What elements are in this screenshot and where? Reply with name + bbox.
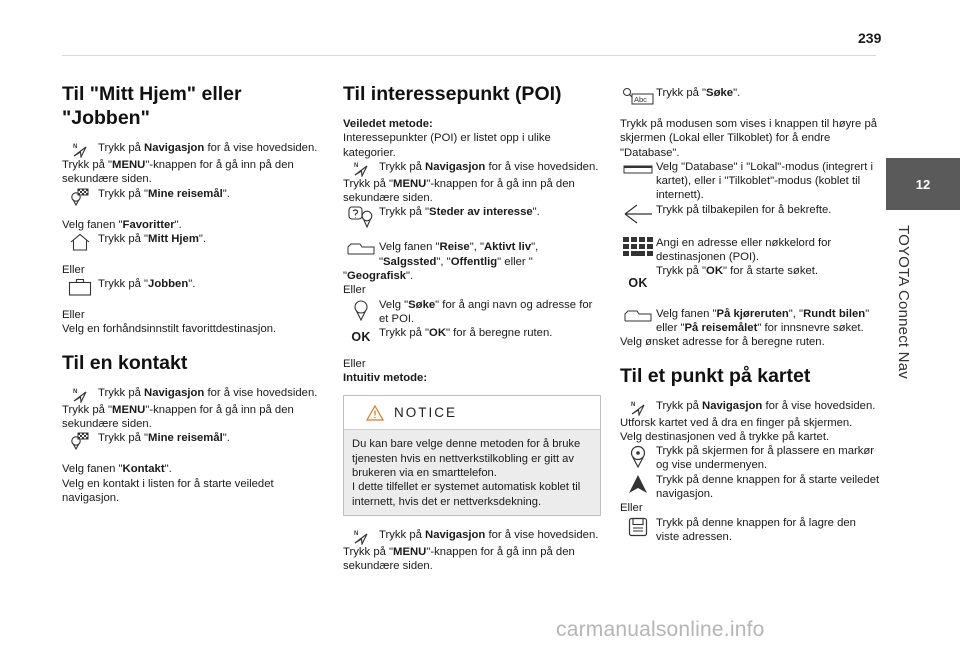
text: Trykk på "Mine reisemål".	[98, 187, 230, 200]
step-destinations	[62, 431, 324, 450]
text: Velg en forhåndsinnstilt favorittdestinasjon.	[62, 323, 277, 336]
text: Velg "Database" i "Lokal"-modus (integrert i kartet), eller i "Tilkoblet"-modus (koblet til internett).	[656, 160, 873, 202]
method-label: Veiledet metode:	[343, 118, 433, 130]
text: Trykk på modusen som vises i knappen til høyre på skjermen (Lokal eller Tilkoblet) for å endre "Database".	[620, 118, 878, 159]
text: Trykk på "MENU"-knappen for å gå inn på den sekundære siden.	[62, 403, 294, 431]
step-tabs	[620, 307, 882, 336]
step-poi	[343, 205, 601, 228]
text: Trykk på tilbakepilen for å bekrefte.	[656, 203, 832, 216]
step-database	[620, 146, 882, 203]
svg-text:N: N	[354, 162, 359, 169]
step-work	[62, 277, 324, 296]
step-search	[620, 86, 882, 105]
notice-body	[344, 430, 600, 515]
text: Trykk på "OK" for å starte søket.	[656, 265, 819, 278]
navigation-arrow-icon	[73, 142, 87, 158]
step-marker	[620, 444, 882, 473]
text: Velg fanen "Favoritter".	[62, 218, 182, 231]
text: Trykk på "Mitt Hjem".	[98, 232, 207, 245]
navigation-arrow-icon	[354, 161, 368, 177]
text: Trykk på "MENU"-knappen for å gå inn på den sekundære siden.	[343, 546, 575, 573]
svg-text:N: N	[354, 531, 359, 538]
step-ok	[620, 264, 882, 290]
text: Utforsk kartet ved å dra en finger på skjermen.	[620, 416, 853, 429]
text: Trykk på Navigasjon for å vise hovedsiden.	[98, 142, 318, 154]
page-number: 239	[858, 30, 882, 46]
text: Velg ønsket adresse for å beregne ruten.	[620, 336, 825, 349]
section-title-poi: Til interessepunkt (POI)	[343, 83, 562, 105]
section-title-map-point: Til et punkt på kartet	[620, 364, 811, 387]
step-destinations	[62, 187, 324, 206]
chapter-number: 12	[915, 176, 931, 192]
svg-text:Abc: Abc	[634, 95, 647, 104]
vertical-chapter-title: TOYOTA Connect Nav	[895, 225, 912, 379]
database-toggle-icon	[623, 165, 653, 175]
notice-box	[343, 395, 601, 516]
destination-flag-icon	[70, 432, 90, 450]
navigation-arrow-icon	[354, 529, 368, 545]
text: Trykk på "Mine reisemål".	[98, 432, 230, 445]
section-title-contact: Til en kontakt	[62, 351, 188, 374]
ok-icon: OK	[628, 276, 648, 291]
poi-icon	[348, 206, 374, 228]
save-icon	[628, 517, 648, 537]
tab-folder-icon	[347, 241, 375, 255]
step-home	[62, 232, 324, 251]
text: Eller	[343, 357, 366, 370]
text: Velg fanen "Reise", "Aktivt liv", "Salgssted", "Offentlig" eller "	[379, 241, 539, 268]
column-3	[620, 82, 882, 544]
tab-folder-icon	[624, 308, 652, 322]
search-pin-icon	[351, 299, 371, 321]
step-tabs	[343, 240, 601, 269]
text: Angi en adresse eller nøkkelord for destinasjonen (POI).	[656, 236, 832, 264]
destination-flag-icon	[70, 188, 90, 206]
text: Trykk på Navigasjon for å vise hovedsiden.	[379, 529, 599, 542]
text: Velg fanen "Kontakt".	[62, 463, 172, 476]
step-save	[620, 516, 882, 545]
text: Velg en kontakt i listen for å starte veiledet navigasjon.	[62, 477, 274, 504]
step-navigation	[620, 399, 882, 416]
text: Trykk på "MENU"-knappen for å gå inn på den sekundære siden.	[62, 159, 294, 186]
notice-title: NOTICE	[394, 404, 458, 420]
text: Trykk på "Jobben".	[98, 278, 196, 291]
text: Eller	[343, 284, 366, 297]
text: Trykk på Navigasjon for å vise hovedsiden.	[98, 386, 318, 399]
text: Trykk på "MENU"-knappen for å gå inn på den sekundære siden.	[343, 177, 575, 205]
header-divider	[62, 55, 876, 56]
step-navigation	[343, 160, 601, 177]
text: Eller	[62, 263, 85, 276]
method-label: Intuitiv metode:	[343, 371, 428, 384]
svg-text:N: N	[631, 401, 636, 408]
keyboard-grid-icon	[623, 237, 653, 257]
notice-text: I dette tilfellet er systemet automatisk koblet til internett, hvis det er nettverksdekning.	[352, 481, 581, 508]
text: Trykk på "OK" for å beregne ruten.	[379, 327, 553, 340]
text: Trykk på "Steder av interesse".	[379, 206, 540, 219]
step-ok	[343, 326, 601, 344]
column-1	[62, 82, 324, 505]
step-navigation	[62, 141, 324, 158]
step-search	[343, 298, 601, 327]
step-start	[620, 473, 882, 502]
navigation-arrow-icon	[73, 387, 87, 403]
text: Eller	[620, 502, 643, 515]
briefcase-icon	[68, 278, 92, 296]
text: Interessepunkter (POI) er listet opp i ulike kategorier.	[343, 132, 551, 159]
text: Trykk på denne knappen for å lagre den viste adressen.	[656, 516, 856, 543]
step-back	[620, 203, 882, 224]
text: Trykk på Navigasjon for å vise hovedsiden.	[656, 399, 876, 412]
svg-text:N: N	[73, 144, 78, 150]
text: Trykk på skjermen for å plassere en markør og vise undermenyen.	[656, 445, 875, 472]
text: Eller	[62, 309, 85, 322]
warning-triangle-icon	[366, 405, 384, 421]
map-marker-icon	[628, 445, 648, 469]
ok-icon: OK	[351, 330, 371, 345]
notice-text: Du kan bare velge denne metoden for å bruke tjenesten hvis en nettverkstilkobling er gitt av brukeren via en smarttelefon.	[352, 438, 581, 479]
notice-header	[344, 396, 600, 430]
back-arrow-icon	[623, 204, 653, 224]
watermark: carmanualsonline.info	[556, 618, 765, 641]
step-keyboard	[620, 236, 882, 265]
home-icon	[69, 233, 91, 251]
column-2	[343, 82, 601, 574]
text: Velg "Søke" for å angi navn og adresse for et POI.	[379, 298, 593, 325]
text: Trykk på denne knappen for å starte veiledet navigasjon.	[656, 473, 880, 501]
text: Velg fanen "På kjøreruten", "Rundt bilen" eller "På reisemålet" for innsnevre søket.	[656, 307, 870, 334]
navigation-arrow-icon	[631, 400, 645, 416]
step-navigation	[62, 386, 324, 403]
text: Trykk på Navigasjon for å vise hovedsiden.	[379, 160, 599, 173]
text: Trykk på "Søke".	[656, 87, 741, 99]
section-title-home-work: Til "Mitt Hjem" eller "Jobben"	[62, 83, 242, 129]
svg-text:N: N	[73, 388, 78, 395]
chapter-tab	[886, 158, 960, 210]
text: "Geografisk".	[343, 270, 414, 283]
start-navigation-icon	[628, 474, 648, 494]
text: Velg destinasjonen ved å trykke på kartet.	[620, 430, 830, 443]
search-keyboard-icon	[622, 87, 654, 105]
step-navigation	[343, 528, 601, 545]
